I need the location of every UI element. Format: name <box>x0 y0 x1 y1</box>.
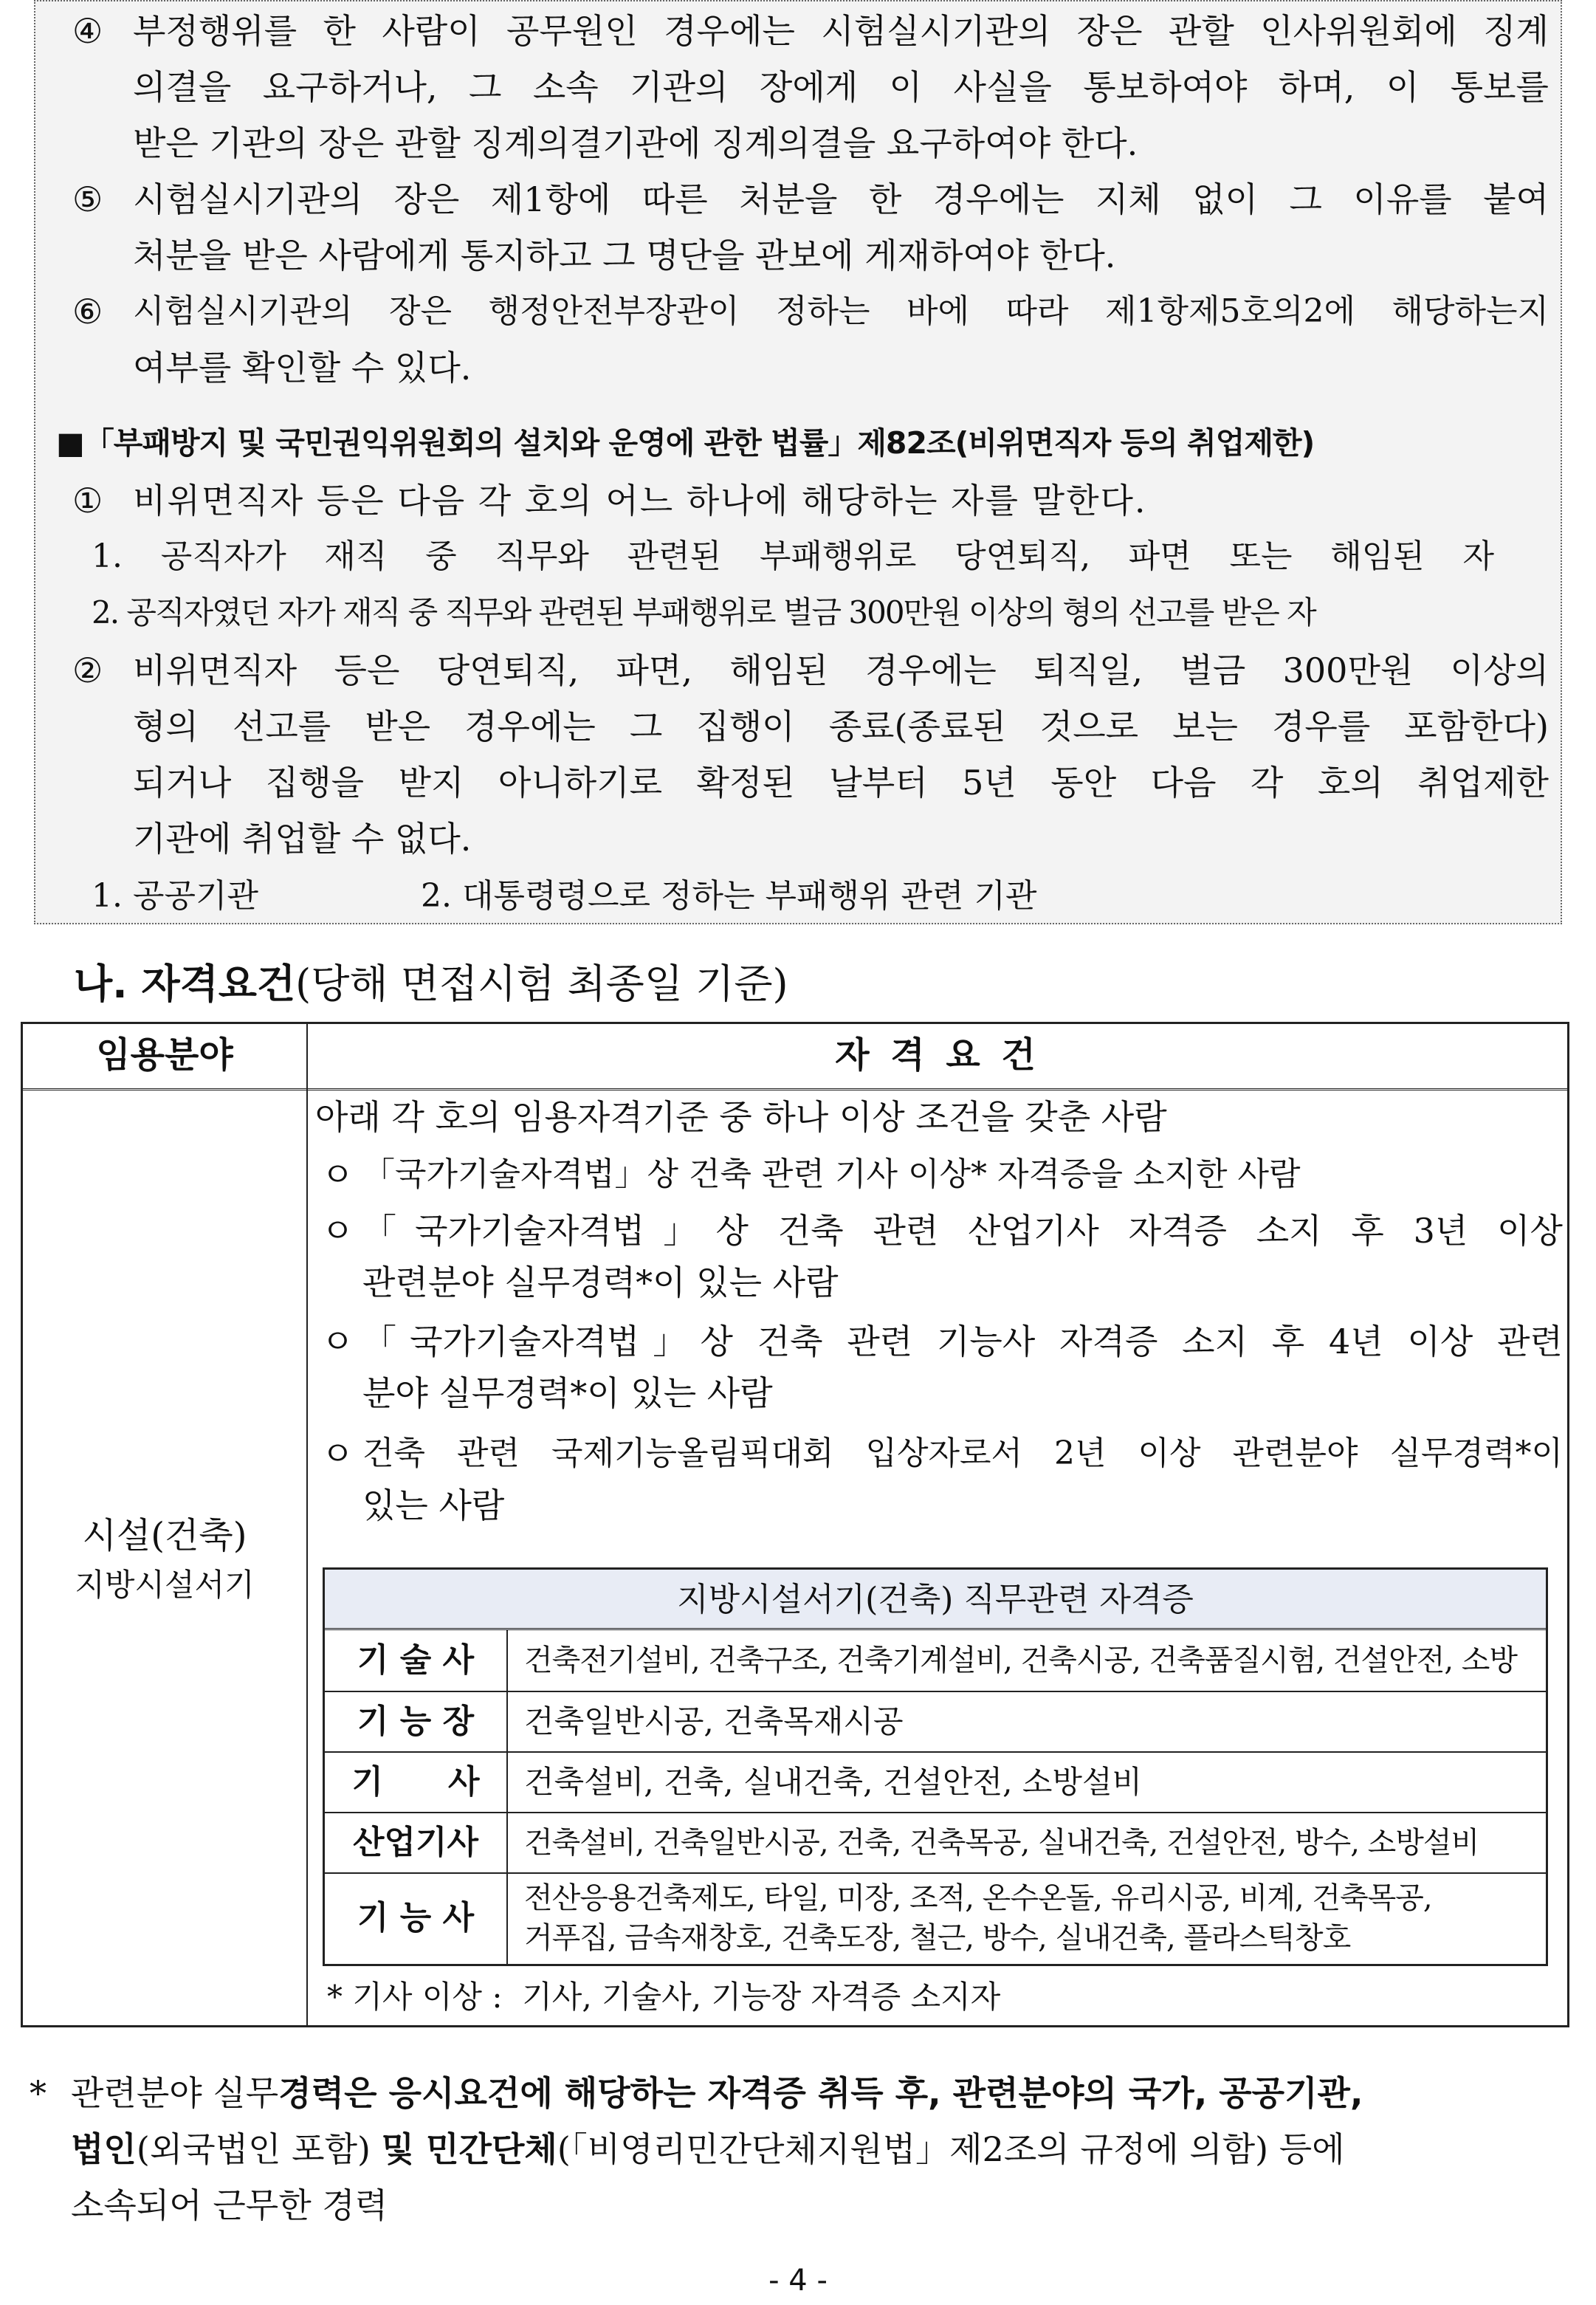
bullet-line: 건축 관련 국제기능올림픽대회 입상자로서 2년 이상 관련분야 실무경력*이 <box>362 1435 1563 1472</box>
row-value: 건축일반시공, 건축목재시공 <box>524 1703 904 1739</box>
item6-line2: 여부를 확인할 수 있다. <box>133 348 472 388</box>
row-label: 기 사 <box>325 1753 508 1812</box>
section-heading <box>74 958 788 1010</box>
footnote-text: (「비영리민간단체지원법」제2조의 규정에 의함) 등에 <box>557 2129 1345 2169</box>
item4-line3: 받은 기관의 장은 관할 징계의결기관에 징계의결을 요구하여야 한다. <box>133 123 1138 163</box>
law-sub1: 1. 공직자가 재직 중 직무와 관련된 부패행위로 당연퇴직, 파면 또는 해임된 자 <box>92 537 1494 575</box>
row-value: 건축설비, 건축일반시공, 건축, 건축목공, 실내건축, 건설안전, 방수, 소방설비 <box>524 1826 1479 1860</box>
item4-line2: 의결을 요구하거나, 그 소속 기관의 장에게 이 사실을 통보하여야 하며, 이 통보를 <box>133 67 1549 107</box>
header-requirements: 자 격 요 건 <box>835 1034 1040 1076</box>
footnote-text-bold: 법인 <box>71 2129 137 2169</box>
page-number: - 4 - <box>768 2264 828 2298</box>
bullet-mark: ㅇ <box>321 1322 354 1361</box>
field-main: 시설(건축) <box>82 1515 247 1556</box>
law-item2-line3: 되거나 집행을 받지 아니하기로 확정된 날부터 5년 동안 다음 각 호의 취업제한 <box>133 763 1549 803</box>
item-number: ② <box>72 650 103 690</box>
certificate-table <box>323 1567 1548 1966</box>
bullet-line: 「국가기술자격법」상 건축 관련 기능사 자격증 소지 후 4년 이상 관련 <box>362 1322 1563 1361</box>
table-row <box>325 1874 1546 1964</box>
row-label: 기 술 사 <box>325 1630 508 1691</box>
row-value: 건축전기설비, 건축구조, 건축기계설비, 건축시공, 건축품질시험, 건설안전, 소방 <box>524 1643 1518 1677</box>
law-item2-line2: 형의 선고를 받은 경우에는 그 집행이 종료(종료된 것으로 보는 경우를 포함한다) <box>133 707 1549 746</box>
bullet-line: 관련분야 실무경력*이 있는 사람 <box>362 1263 839 1302</box>
qualification-table <box>21 1022 1569 2027</box>
item-number: ⑤ <box>72 179 103 219</box>
item5-line2: 처분을 받은 사람에게 통지하고 그 명단을 관보에 게재하여야 한다. <box>133 236 1116 275</box>
footnote-text: 관련분야 실무 <box>71 2073 279 2113</box>
bullet-mark: ㅇ <box>321 1434 354 1474</box>
law-item2-line1: 비위면직자 등은 당연퇴직, 파면, 해임된 경우에는 퇴직일, 벌금 300만원 이상의 <box>133 650 1549 690</box>
column-divider <box>306 1024 308 2025</box>
item-number: ⑥ <box>72 292 103 332</box>
law-sub2: 2. 공직자였던 자가 재직 중 직무와 관련된 부패행위로 벌금 300만원 이상의 형의 선고를 받은 자 <box>92 594 1315 631</box>
bullet-line: 「국가기술자격법」상 건축 관련 기사 이상* 자격증을 소지한 사람 <box>362 1155 1301 1193</box>
bullet-line: 있는 사람 <box>362 1485 505 1525</box>
item5-line1: 시험실시기관의 장은 제1항에 따른 처분을 한 경우에는 지체 없이 그 이유를 붙여 <box>133 179 1549 219</box>
footnote-text-bold: 경력은 응시요건에 해당하는 자격증 취득 후, 관련분야의 국가, 공공기관, <box>278 2073 1363 2113</box>
table-header-row <box>23 1024 1567 1090</box>
bullet-mark: ㅇ <box>321 1155 354 1195</box>
table-row <box>325 1813 1546 1874</box>
law-item2-line4: 기관에 취업할 수 없다. <box>133 819 472 859</box>
header-field: 임용분야 <box>96 1034 233 1076</box>
field-cell <box>23 1511 306 1607</box>
law-sub-a: 1. 공공기관 <box>92 877 258 915</box>
row-value: 건축설비, 건축, 실내건축, 건설안전, 소방설비 <box>524 1764 1143 1800</box>
bullet-line: 분야 실무경력*이 있는 사람 <box>362 1373 773 1413</box>
row-label: 기 능 장 <box>325 1692 508 1751</box>
field-sub: 지방시설서기 <box>75 1567 255 1603</box>
footnote-line3: 소속되어 근무한 경력 <box>71 2185 388 2225</box>
footnote-text: (외국법인 포함) <box>136 2129 371 2169</box>
table-note: * 기사 이상 : 기사, 기술사, 기능장 자격증 소지자 <box>327 1979 1001 2015</box>
item4-line1: 부정행위를 한 사람이 공무원인 경우에는 시험실시기관의 장은 관할 인사위원회에 징계 <box>133 11 1549 51</box>
row-label: 기 능 사 <box>325 1874 508 1964</box>
item-number: ④ <box>72 11 103 51</box>
bullet-mark: ㅇ <box>321 1211 354 1251</box>
row-label: 산업기사 <box>325 1813 508 1872</box>
footnote-line2 <box>71 2126 1345 2172</box>
table-row <box>325 1692 1546 1753</box>
section-heading-suffix: (당해 면접시험 최종일 기준) <box>295 961 788 1007</box>
row-value: 전산응용건축제도, 타일, 미장, 조적, 온수온돌, 유리시공, 비계, 건축목공, <box>524 1881 1432 1915</box>
certificate-table-title: 지방시설서기(건축) 직무관련 자격증 <box>325 1570 1546 1630</box>
table-row <box>325 1630 1546 1692</box>
bullet-line: 「국가기술자격법」상 건축 관련 산업기사 자격증 소지 후 3년 이상 <box>362 1211 1563 1251</box>
footnote-text-bold: 및 민간단체 <box>381 2129 557 2169</box>
table-row <box>325 1753 1546 1813</box>
law-item1-text: 비위면직자 등은 다음 각 호의 어느 하나에 해당하는 자를 말한다. <box>133 481 1147 521</box>
law-title: ■「부패방지 및 국민권익위원회의 설치와 운영에 관한 법률」제82조(비위면직자 등의 취업제한) <box>56 425 1315 461</box>
law-sub-b: 2. 대통령령으로 정하는 부패행위 관련 기관 <box>421 877 1037 915</box>
section-heading-prefix: 나. 자격요건 <box>74 961 296 1007</box>
footnote-line1 <box>71 2070 1363 2116</box>
row-value: 거푸집, 금속재창호, 건축도장, 철근, 방수, 실내건축, 플라스틱창호 <box>524 1921 1351 1955</box>
item-number: ① <box>72 481 103 521</box>
item6-line1: 시험실시기관의 장은 행정안전부장관이 정하는 바에 따라 제1항제5호의2에 해당하는지 <box>133 292 1549 330</box>
requirements-intro: 아래 각 호의 임용자격기준 중 하나 이상 조건을 갖춘 사람 <box>315 1097 1167 1137</box>
footnote-star: * <box>30 2073 47 2113</box>
